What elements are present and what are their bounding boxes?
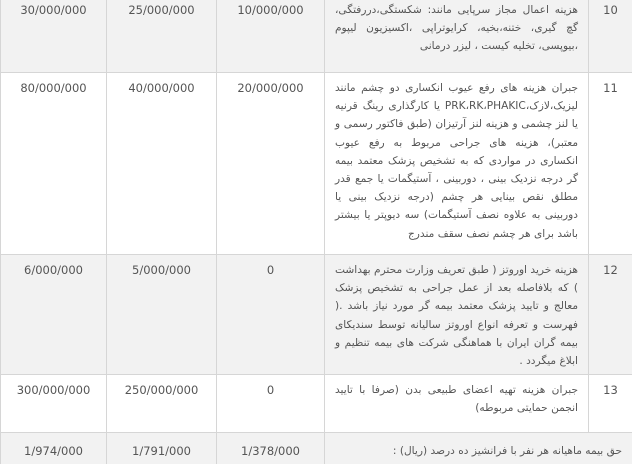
row-amount-plan-2: 5/000/000 bbox=[107, 255, 217, 375]
table-row bbox=[1, 255, 632, 375]
total-premium-plan-3: 1/974/000 bbox=[1, 433, 107, 464]
row-amount-plan-3: 6/000/000 bbox=[1, 255, 107, 375]
row-amount-plan-1: 10/000/000 bbox=[217, 0, 325, 73]
row-amount-plan-3: 300/000/000 bbox=[1, 375, 107, 433]
row-number: 10 bbox=[589, 0, 632, 73]
total-premium-row bbox=[1, 433, 632, 464]
row-amount-plan-3: 80/000/000 bbox=[1, 73, 107, 255]
row-amount-plan-1: 0 bbox=[217, 375, 325, 433]
row-amount-plan-2: 250/000/000 bbox=[107, 375, 217, 433]
row-number: 12 bbox=[589, 255, 632, 375]
row-amount-plan-2: 40/000/000 bbox=[107, 73, 217, 255]
table-row bbox=[1, 375, 632, 433]
table-row bbox=[1, 0, 632, 73]
row-number: 13 bbox=[589, 375, 632, 433]
row-amount-plan-1: 0 bbox=[217, 255, 325, 375]
row-amount-plan-2: 25/000/000 bbox=[107, 0, 217, 73]
row-description: هزینه خرید اوروتز ( طبق تعریف وزارت محترم بهداشت ) که بلافاصله بعد از عمل جراحی به تشخیص پزشک معالج و تایید پزشک معتمد بیمه گر مورد نیاز باشد .( فهرست و تعرفه انواع اوروتز سالیانه توسط سندیکای بیمه گران ایران با هماهنگی شرکت های بیمه تنظیم و ابلاغ میگردد . bbox=[325, 255, 589, 375]
row-amount-plan-3: 30/000/000 bbox=[1, 0, 107, 73]
table-row bbox=[1, 73, 632, 255]
row-description: هزینه اعمال مجاز سرپایی مانند: شکستگی،دررفتگی، گچ گیری، ختنه،بخیه، کرایوتراپی ،اکسیزیون لیپوم ،بیوپسی، تخلیه کیست ، لیزر درمانی bbox=[325, 0, 589, 73]
total-premium-plan-1: 1/378/000 bbox=[217, 433, 325, 464]
row-number: 11 bbox=[589, 73, 632, 255]
row-description: جبران هزینه تهیه اعضای طبیعی بدن (صرفا با تایید انجمن حمایتی مربوطه) bbox=[325, 375, 589, 433]
total-premium-plan-2: 1/791/000 bbox=[107, 433, 217, 464]
row-description: جبران هزینه های رفع عیوب انکساری دو چشم مانند لیزیک،لازک،PRK،RK،PHAKIC یا کارگذاری رینگ قرنیه یا لنز چشمی و هزینه لنز آرتیزان (طبق فاکتور رسمی و معتبر)، هزینه های جراحی مربوط به رفع عیوب انکساری در مواردی که به تشخیص پزشک معتمد بیمه گر درجه نزدیک بینی ، دوربینی ، آستیگمات یا جمع قدر مطلق نقص بینایی هر چشم (درجه نزدیک بینی یا دوربینی به علاوه نصف آستیگمات) سه دیوپتر یا بیشتر باشد برای هر چشم نصف سقف مندرج bbox=[325, 73, 589, 255]
row-amount-plan-1: 20/000/000 bbox=[217, 73, 325, 255]
total-premium-label: حق بیمه ماهیانه هر نفر با فرانشیز ده درصد (ریال) : bbox=[325, 433, 632, 464]
